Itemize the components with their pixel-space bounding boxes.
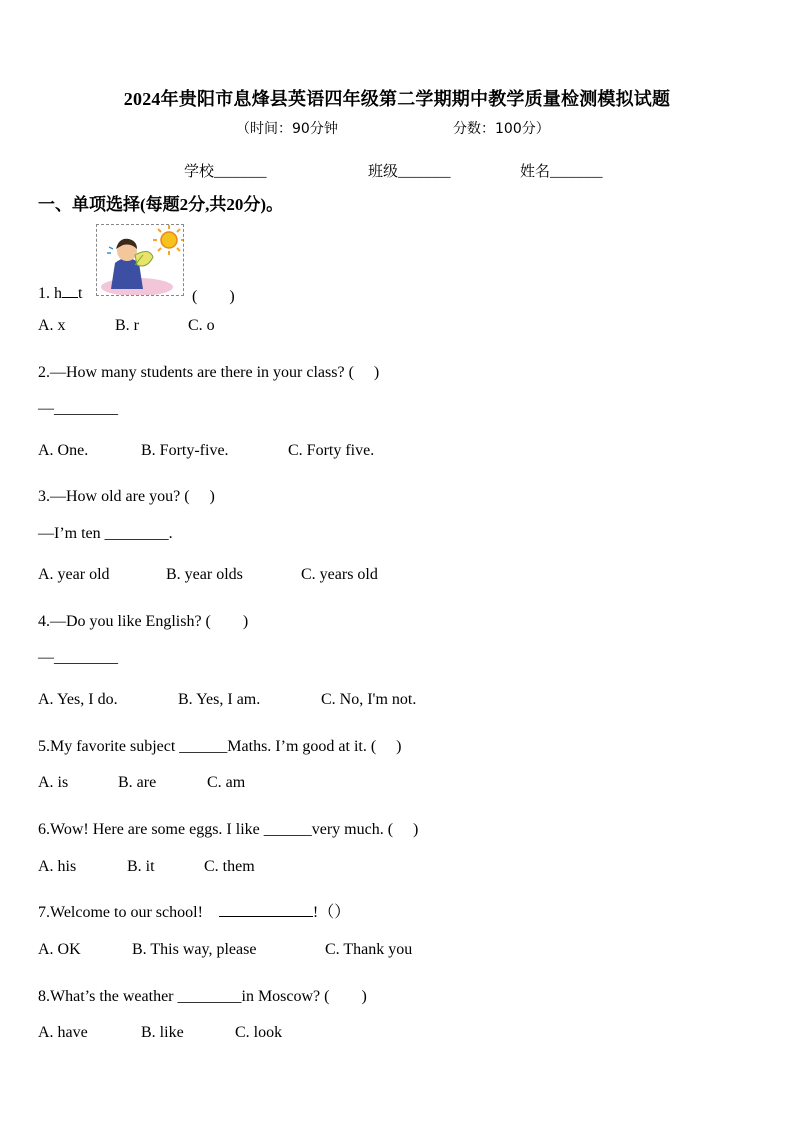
page-title: 2024年贵阳市息烽县英语四年级第二学期期中教学质量检测模拟试题 [123, 89, 671, 109]
q5-option-c[interactable]: C. am [207, 774, 246, 791]
question-4: 4.—Do you like English? ( ) [38, 613, 249, 630]
question-7-paren: !（） [312, 904, 351, 921]
question-5: 5.My favorite subject ______Maths. I’m good at it. ( ) [38, 738, 402, 755]
q8-option-b[interactable]: B. like [141, 1024, 184, 1041]
exam-time: （时间：90分钟 [236, 121, 338, 137]
question-6: 6.Wow! Here are some eggs. I like ______very much. ( ) [38, 821, 419, 838]
question-1-prefix: 1. h [38, 285, 62, 302]
q4-option-b[interactable]: B. Yes, I am. [178, 691, 261, 708]
section-title: 一、单项选择(每题2分,共20分)。 [38, 195, 284, 214]
q3-option-c[interactable]: C. years old [301, 566, 378, 583]
question-3: 3.—How old are you? ( ) [38, 488, 215, 505]
class-field: 班级_______ [368, 164, 451, 180]
q8-option-a[interactable]: A. have [38, 1024, 88, 1041]
hot-person-icon [97, 225, 183, 295]
exam-score: 分数：100分） [453, 121, 550, 137]
school-field: 学校_______ [184, 164, 267, 180]
question-7-blank[interactable] [219, 902, 313, 917]
q5-option-a[interactable]: A. is [38, 774, 69, 791]
q2-option-c[interactable]: C. Forty five. [288, 442, 375, 459]
q3-option-b[interactable]: B. year olds [166, 566, 243, 583]
q5-option-b[interactable]: B. are [118, 774, 157, 791]
question-7 [38, 899, 350, 922]
question-1-paren: ( ) [192, 288, 235, 305]
q2-option-a[interactable]: A. One. [38, 442, 89, 459]
question-1-suffix: t [78, 285, 83, 302]
hot-weather-image [96, 224, 184, 296]
question-8: 8.What’s the weather ________in Moscow? ( ) [38, 988, 367, 1005]
q7-option-a[interactable]: A. OK [38, 941, 81, 958]
q7-option-b[interactable]: B. This way, please [132, 941, 257, 958]
question-7-text: 7.Welcome to our school! [38, 904, 203, 921]
q6-option-a[interactable]: A. his [38, 858, 77, 875]
q1-option-b[interactable]: B. r [115, 317, 139, 334]
question-1 [38, 283, 82, 303]
q4-option-a[interactable]: A. Yes, I do. [38, 691, 118, 708]
name-field: 姓名_______ [520, 164, 603, 180]
q1-option-c[interactable]: C. o [188, 317, 215, 334]
question-4-reply: —________ [38, 649, 118, 666]
q6-option-c[interactable]: C. them [204, 858, 255, 875]
q1-option-a[interactable]: A. x [38, 317, 66, 334]
q3-option-a[interactable]: A. year old [38, 566, 110, 583]
question-3-reply: —I’m ten ________. [38, 525, 173, 542]
q8-option-c[interactable]: C. look [235, 1024, 283, 1041]
q6-option-b[interactable]: B. it [127, 858, 155, 875]
q2-option-b[interactable]: B. Forty-five. [141, 442, 229, 459]
q4-option-c[interactable]: C. No, I'm not. [321, 691, 417, 708]
question-2: 2.—How many students are there in your class? ( ) [38, 364, 380, 381]
question-2-reply: —________ [38, 400, 118, 417]
question-1-blank[interactable] [62, 283, 78, 298]
q7-option-c[interactable]: C. Thank you [325, 941, 413, 958]
